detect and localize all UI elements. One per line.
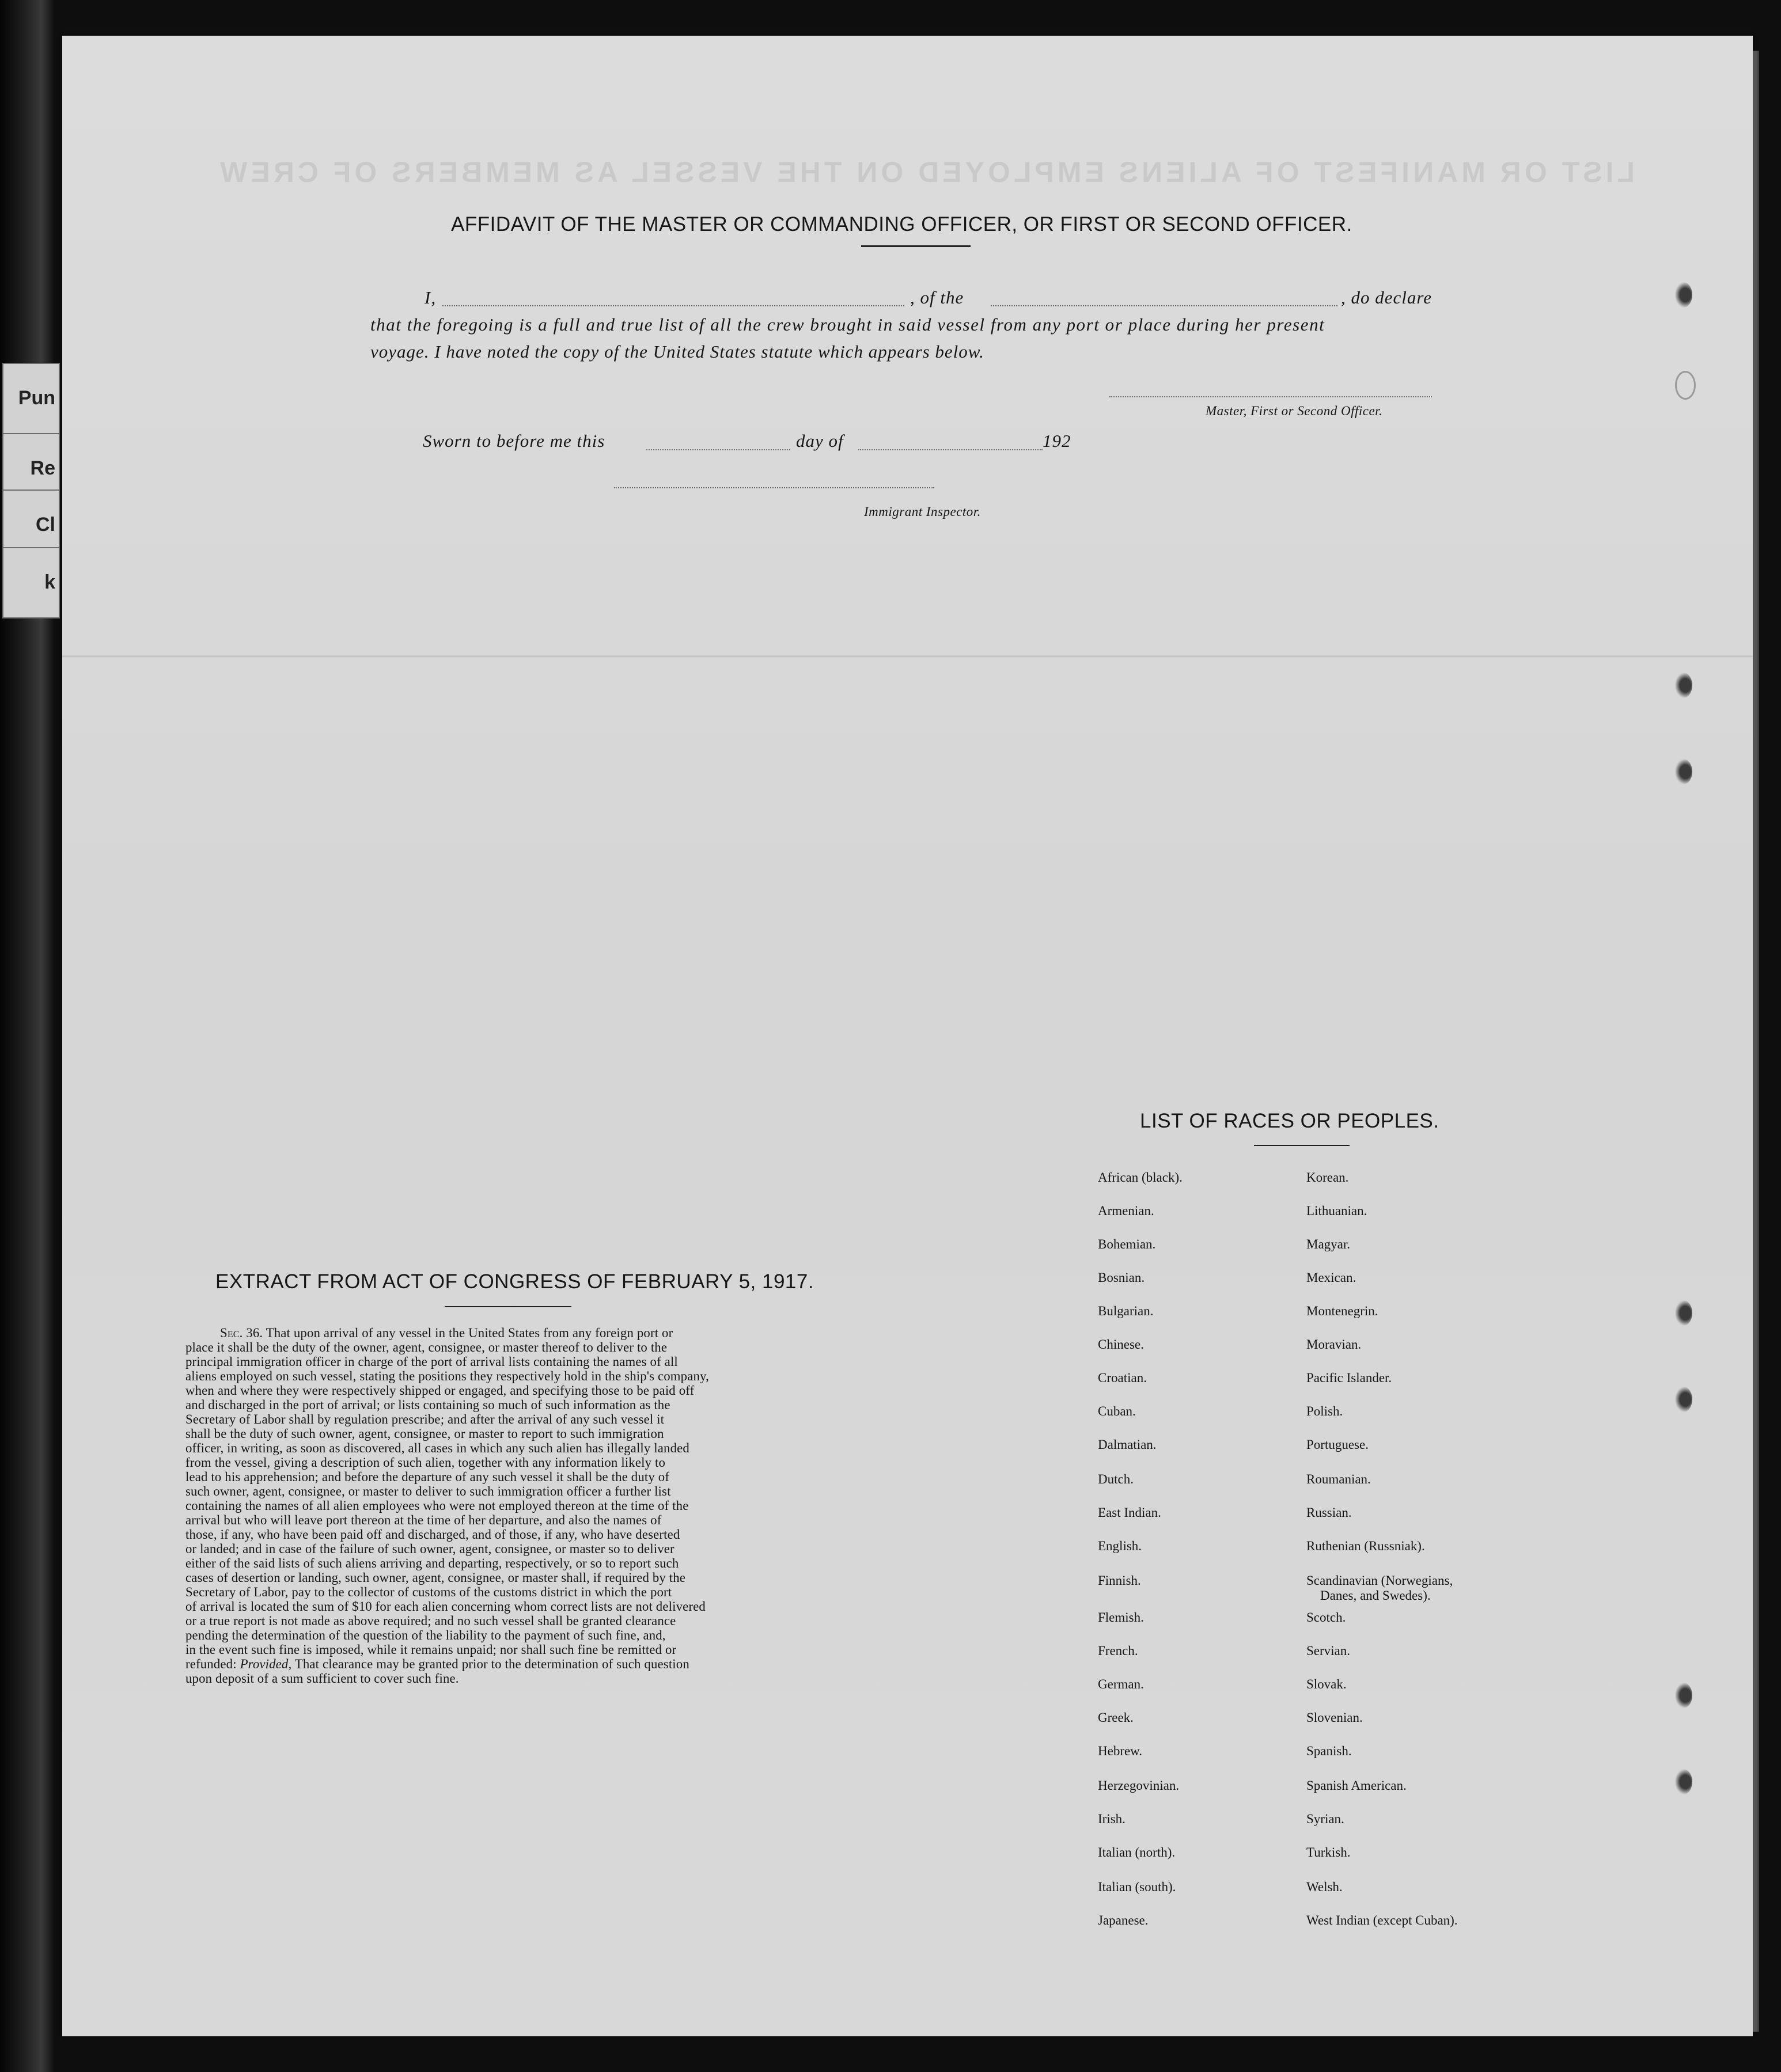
race-item: Ruthenian (Russniak). xyxy=(1306,1539,1425,1553)
race-item: Finnish. xyxy=(1098,1573,1141,1588)
race-item: Dutch. xyxy=(1098,1472,1134,1486)
punch-hole xyxy=(1675,371,1696,400)
race-item: Mexican. xyxy=(1306,1270,1356,1285)
binding-strip xyxy=(0,0,55,2072)
day-of-label: day of xyxy=(796,431,844,451)
race-item: Italian (south). xyxy=(1098,1880,1176,1894)
inspector-signature-line xyxy=(614,487,934,488)
race-item: English. xyxy=(1098,1539,1142,1553)
affidavit-title-rule xyxy=(861,245,971,247)
race-item: Korean. xyxy=(1306,1170,1349,1185)
race-item: Greek. xyxy=(1098,1710,1134,1725)
punch-hole xyxy=(1675,1683,1692,1708)
punch-hole xyxy=(1675,759,1692,784)
race-item: Turkish. xyxy=(1306,1845,1351,1860)
race-item: Japanese. xyxy=(1098,1913,1149,1927)
race-item: Hebrew. xyxy=(1098,1744,1143,1758)
margin-tab: Cl xyxy=(2,489,60,561)
race-item: Armenian. xyxy=(1098,1204,1154,1218)
race-item: Spanish American. xyxy=(1306,1778,1407,1793)
race-item: Lithuanian. xyxy=(1306,1204,1367,1218)
affidavit-declare: , do declare xyxy=(1341,287,1433,308)
race-item: Irish. xyxy=(1098,1812,1126,1826)
race-item: Montenegrin. xyxy=(1306,1304,1378,1318)
punch-hole xyxy=(1675,282,1692,308)
punch-hole xyxy=(1675,1300,1692,1326)
race-item: Servian. xyxy=(1306,1644,1351,1658)
vessel-blank xyxy=(991,305,1337,306)
section-label: Sec. 36. xyxy=(220,1326,263,1340)
year-label: 192 xyxy=(1043,431,1071,451)
document-page xyxy=(62,36,1753,2036)
affidavit-line-2: that the foregoing is a full and true list of all the crew brought in said vessel from any port or place during her present xyxy=(370,314,1325,335)
affidavit-title: AFFIDAVIT OF THE MASTER OR COMMANDING OFFICER, OR FIRST OR SECOND OFFICER. xyxy=(451,213,1352,236)
race-item: East Indian. xyxy=(1098,1505,1161,1520)
punch-hole xyxy=(1675,1769,1692,1794)
race-item: Moravian. xyxy=(1306,1337,1362,1352)
race-item: Danes, and Swedes). xyxy=(1320,1588,1431,1603)
race-item: Syrian. xyxy=(1306,1812,1344,1826)
month-blank xyxy=(858,449,1043,450)
race-item: Herzegovinian. xyxy=(1098,1778,1180,1793)
name-blank xyxy=(442,305,904,306)
race-item: Scotch. xyxy=(1306,1610,1346,1625)
race-item: Croatian. xyxy=(1098,1371,1147,1385)
race-item: Scandinavian (Norwegians, xyxy=(1306,1573,1453,1588)
races-title: LIST OF RACES OR PEOPLES. xyxy=(1140,1110,1439,1132)
race-item: West Indian (except Cuban). xyxy=(1306,1913,1458,1927)
race-item: Bosnian. xyxy=(1098,1270,1145,1285)
race-item: Bohemian. xyxy=(1098,1237,1156,1251)
race-item: Slovenian. xyxy=(1306,1710,1363,1725)
provided-word: Provided, xyxy=(240,1657,292,1671)
race-item: Magyar. xyxy=(1306,1237,1351,1251)
race-item: Slovak. xyxy=(1306,1677,1347,1691)
day-blank xyxy=(646,449,790,450)
race-item: Spanish. xyxy=(1306,1744,1352,1758)
race-item: Roumanian. xyxy=(1306,1472,1371,1486)
race-item: Italian (north). xyxy=(1098,1845,1176,1860)
race-item: Pacific Islander. xyxy=(1306,1371,1392,1385)
sworn-label: Sworn to before me this xyxy=(423,431,605,451)
race-item: Bulgarian. xyxy=(1098,1304,1154,1318)
page-fold xyxy=(62,655,1753,658)
race-item: Polish. xyxy=(1306,1404,1343,1418)
punch-hole xyxy=(1675,1387,1692,1412)
races-title-rule xyxy=(1254,1145,1350,1146)
race-item: Chinese. xyxy=(1098,1337,1144,1352)
race-item: German. xyxy=(1098,1677,1144,1691)
race-item: Russian. xyxy=(1306,1505,1352,1520)
race-item: Dalmatian. xyxy=(1098,1437,1157,1452)
master-signature-line xyxy=(1109,396,1432,397)
race-item: French. xyxy=(1098,1644,1138,1658)
race-item: Portuguese. xyxy=(1306,1437,1369,1452)
extract-body: That upon arrival of any vessel in the United States from any foreign port or place it shall be the duty of the owner, agent, consignee, or master thereof to deliver to the principal immigration officer in charge of the port of arrival lists containing the names of all aliens employed on such vessel, stating the positions they respectively hold in the ship's company, when and where they were respectively shipped or engaged, and specifying those to be paid off and discharged in the port of arrival; or lists containing so much of such information as the Secretary of Labor shall by regulation prescribe; and after the arrival of any such vessel it shall be the duty of such owner, agent, consignee, or master to report to such immigration officer, in writing, as soon as discovered, all cases in which any such alien has illegally landed from the vessel, giving a description of such alien, together with any information likely to lead to his apprehension; and before the departure of any such vessel it shall be the duty of such owner, agent, consignee, or master to deliver to such immigration officer a further list containing the names of all alien employees who were not employed thereon at the time of the arrival but who will leave port thereon at the time of her departure, and also the names of those, if any, who have been paid off and discharged, and of those, if any, who have deserted or landed; and in case of the failure of such owner, agent, consignee, or master so to deliver either of the said lists of such aliens arriving and departing, respectively, or so to report such cases of desertion or landing, such owner, agent, consignee, or master shall, if required by the Secretary of Labor, pay to the collector of customs of the customs district in which the port of arrival is located the sum of $10 for each alien concerning whom correct lists are not delivered or a true report is not made as above required; and no such vessel shall be granted clearance pending the determination of the question of the liability to the payment of such fine, and, in the event such fine is imposed, while it remains unpaid; nor shall such fine be remitted or refunded: xyxy=(185,1326,709,1671)
affidavit-of-the: , of the xyxy=(910,287,964,308)
extract-title-rule xyxy=(445,1306,571,1307)
affidavit-line-3: voyage. I have noted the copy of the United States statute which appears below. xyxy=(370,341,984,362)
margin-tab: Re xyxy=(2,433,60,504)
race-item: Flemish. xyxy=(1098,1610,1144,1625)
margin-tab: k xyxy=(2,547,60,618)
master-signature-label: Master, First or Second Officer. xyxy=(1206,404,1383,418)
race-item: African (black). xyxy=(1098,1170,1183,1185)
extract-body-end: That clearance may be granted prior to the determination of such question upon deposit of a sum sufficient to cover such fine. xyxy=(185,1657,689,1686)
extract-section-36 xyxy=(185,1326,841,1686)
inspector-signature-label: Immigrant Inspector. xyxy=(864,504,981,519)
affidavit-i: I, xyxy=(425,287,437,308)
punch-hole xyxy=(1675,673,1692,698)
race-item: Cuban. xyxy=(1098,1404,1136,1418)
bleed-through-text: LIST OR MANIFEST OF ALIENS EMPLOYED ON THE VESSEL AS MEMBERS OF CREW xyxy=(217,156,1635,188)
margin-tab: Pun xyxy=(2,363,60,434)
race-item: Welsh. xyxy=(1306,1880,1343,1894)
extract-title: EXTRACT FROM ACT OF CONGRESS OF FEBRUARY 5, 1917. xyxy=(215,1270,814,1293)
